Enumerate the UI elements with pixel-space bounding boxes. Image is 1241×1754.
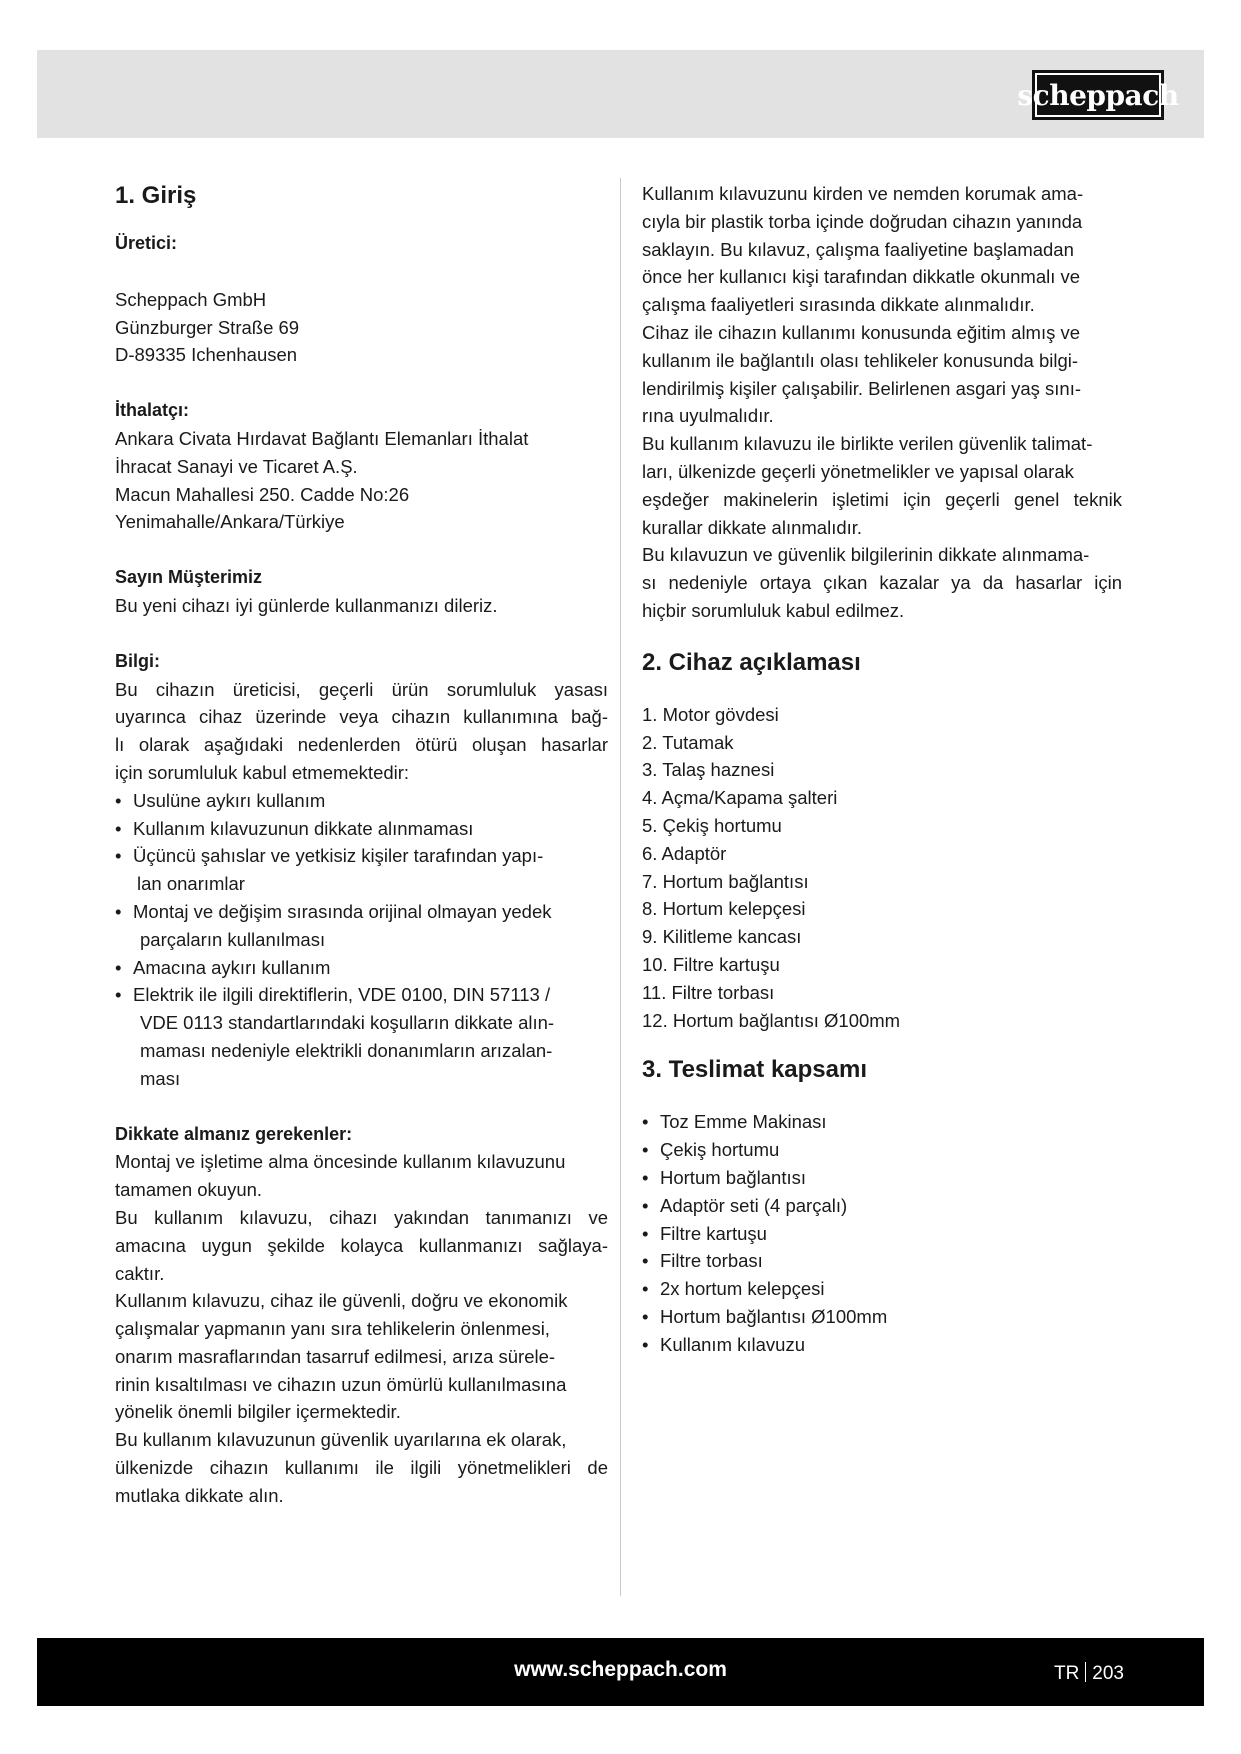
left-column [115,180,608,1510]
list-item-text: lan onarımlar [137,873,245,895]
list-item: • Kullanım kılavuzu [642,1331,1122,1359]
list-item: 9. Kilitleme kancası [642,926,802,948]
notes-line: onarım masraflarından tasarruf edilmesi, arıza sürele- [115,1345,556,1367]
list-item-text: • Elektrik ile ilgili direktiflerin, VDE 0100, DIN 57113 / [133,984,551,1006]
notes-line: yönelik önemli bilgiler içermektedir. [115,1401,401,1423]
manufacturer-label: Üretici: [115,233,178,253]
notes-line: Montaj ve işletime alma öncesinde kullanım kılavuzunu [115,1151,566,1173]
intro-line: kullanım ile bağlantılı olası tehlikeler konusunda bilgi- [642,349,1079,371]
list-item: • Filtre kartuşu [642,1220,1122,1248]
list-item: • Hortum bağlantısı Ø100mm [642,1303,1122,1331]
list-item: 10. Filtre kartuşu [642,953,780,975]
info-line: lı olarak aşağıdaki nedenlerden ötürü oluşan hasarlar [115,734,608,756]
list-item [115,898,608,954]
page-header [37,50,1204,138]
list-item: 6. Adaptör [642,842,727,864]
notes-line: ülkenizde cihazın kullanımı ile ilgili yönetmelikleri de [115,1457,608,1479]
intro-line: sı nedeniyle ortaya çıkan kazalar ya da hasarlar için [642,572,1122,594]
list-item [115,842,608,898]
page-separator [1085,1662,1086,1682]
notes-line: Bu kullanım kılavuzu, cihazı yakından tanımanızı ve [115,1206,608,1228]
intro-line: rına uyulmalıdır. [642,405,774,427]
notes-line: tamamen okuyun. [115,1179,263,1201]
intro-paragraph [642,180,1122,625]
list-item: • Hortum bağlantısı [642,1164,1122,1192]
intro-line: Kullanım kılavuzunu kirden ve nemden korumak ama- [642,183,1084,204]
intro-line: hiçbir sorumluluk kabul edilmez. [642,599,905,621]
address-line: Ankara Civata Hırdavat Bağlantı Elemanları İthalat [115,427,529,449]
intro-line: çalışma faaliyetleri sırasında dikkate alınmalıdır. [642,294,1035,316]
list-item-text: parçaların kullanılması [140,928,326,950]
list-item-text: maması nedeniyle elektrikli donanımların arızalan- [140,1039,553,1061]
address-line: Scheppach GmbH [115,288,267,310]
scope-list [642,1108,1122,1358]
right-column [642,180,1122,1358]
list-item [115,815,608,843]
list-item-text: • Montaj ve değişim sırasında orijinal olmayan yedek [133,900,552,922]
list-item: 3. Talaş haznesi [642,759,775,781]
list-item: 12. Hortum bağlantısı Ø100mm [642,1009,901,1031]
notes-line: rinin kısaltılması ve cihazın uzun ömürlü kullanılmasına [115,1373,567,1395]
section-title-intro: 1. Giriş [115,182,197,209]
list-item: 1. Motor gövdesi [642,703,779,725]
intro-line: önce her kullanıcı kişi tarafından dikkatle okunmalı ve [642,266,1081,288]
customer-text: Bu yeni cihazı iyi günlerde kullanmanızı dileriz. [115,594,498,616]
manufacturer-address [115,286,608,369]
list-item: 8. Hortum kelepçesi [642,898,806,920]
notes-line: mutlaka dikkate alın. [115,1484,284,1506]
list-item: 4. Açma/Kapama şalteri [642,787,838,809]
address-line: Macun Mahallesi 250. Cadde No:26 [115,483,410,505]
column-divider [620,178,621,1596]
info-paragraph [115,676,608,787]
intro-line: saklayın. Bu kılavuz, çalışma faaliyetine başlamadan [642,238,1074,260]
notes-line: caktır. [115,1262,165,1284]
intro-line: Bu kılavuzun ve güvenlik bilgilerinin dikkate alınmama- [642,544,1090,566]
page-number [1054,1662,1124,1685]
page-footer [37,1638,1204,1706]
list-item: • Çekiş hortumu [642,1136,1122,1164]
notes-paragraph [115,1148,608,1509]
scheppach-logo: scheppach [1032,70,1164,120]
list-item: 11. Filtre torbası [642,981,775,1003]
list-item-text: • Üçüncü şahıslar ve yetkisiz kişiler tarafından yapı- [133,845,544,867]
list-item: • Toz Emme Makinası [642,1108,1122,1136]
parts-list [642,701,1122,1035]
website-link[interactable]: www.scheppach.com [514,1658,727,1681]
list-item: • Adaptör seti (4 parçalı) [642,1192,1122,1220]
list-item: • 2x hortum kelepçesi [642,1275,1122,1303]
intro-line: Bu kullanım kılavuzu ile birlikte verilen güvenlik talimat- [642,433,1093,455]
customer-label: Sayın Müşterimiz [115,567,263,588]
list-item-text: • Usulüne aykırı kullanım [133,789,326,811]
list-item-text: • Kullanım kılavuzunun dikkate alınmaması [133,817,474,839]
info-label: Bilgi: [115,650,160,671]
intro-line: cıyla bir plastik torba içinde doğrudan cihazın yanında [642,210,1083,232]
address-line: D-89335 Ichenhausen [115,344,298,366]
section-title-description: 2. Cihaz açıklaması [642,648,861,676]
intro-line: ları, ülkenizde geçerli yönetmelikler ve yapısal olarak [642,460,1074,482]
notes-line: Bu kullanım kılavuzunun güvenlik uyarılarına ek olarak, [115,1429,567,1451]
language-code: TR [1053,1663,1080,1684]
intro-line: Cihaz ile cihazın kullanımı konusunda eğitim almış ve [642,321,1081,343]
importer-address [115,425,608,536]
intro-line: eşdeğer makinelerin işletimi için geçerli genel teknik [642,488,1122,510]
list-item-text: VDE 0113 standartlarındaki koşulların dikkate alın- [140,1012,555,1034]
list-item: 5. Çekiş hortumu [642,814,782,836]
list-item: 2. Tutamak [642,731,734,753]
liability-list [115,787,608,1093]
list-item-text: • Amacına aykırı kullanım [133,956,331,978]
list-item: • Filtre torbası [642,1247,1122,1275]
info-line: Bu cihazın üreticisi, geçerli ürün sorumluluk yasası [115,678,608,700]
notes-line: Kullanım kılavuzu, cihaz ile güvenli, doğru ve ekonomik [115,1290,568,1312]
list-item-text: ması [140,1067,181,1089]
address-line: Yenimahalle/Ankara/Türkiye [115,511,345,533]
address-line: İhracat Sanayi ve Ticaret A.Ş. [115,455,358,477]
notes-line: amacına uygun şekilde kolayca kullanmanızı sağlaya- [115,1234,608,1256]
notes-line: çalışmalar yapmanın yanı sıra tehlikelerin önlenmesi, [115,1318,550,1340]
list-item [115,981,608,1092]
intro-line: kurallar dikkate alınmalıdır. [642,516,863,538]
notes-label: Dikkate almanız gerekenler: [115,1123,353,1144]
address-line: Günzburger Straße 69 [115,316,300,338]
list-item: 7. Hortum bağlantısı [642,870,809,892]
info-line: uyarınca cihaz üzerinde veya cihazın kullanımına bağ- [115,706,608,728]
list-item [115,954,608,982]
list-item [115,787,608,815]
section-title-scope: 3. Teslimat kapsamı [642,1056,867,1084]
page-number-value: 203 [1092,1663,1124,1684]
info-line: için sorumluluk kabul etmemektedir: [115,761,410,783]
intro-line: lendirilmiş kişiler çalışabilir. Belirlenen asgari yaş sını- [642,377,1082,399]
importer-label: İthalatçı: [115,400,190,421]
